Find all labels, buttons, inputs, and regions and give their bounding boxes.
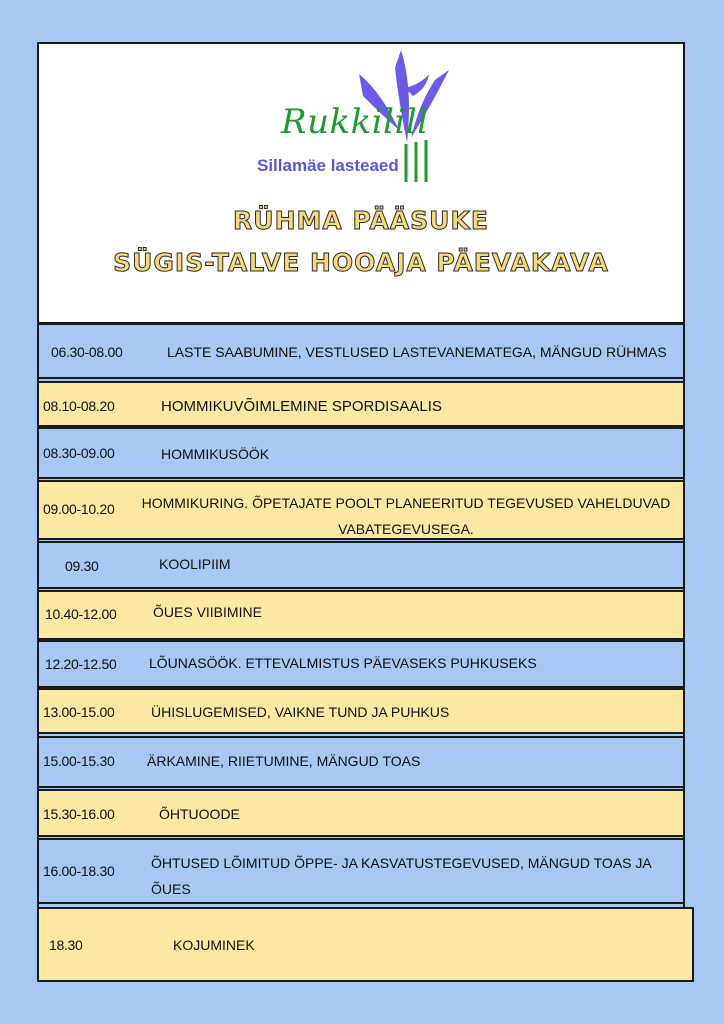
schedule-time: 06.30-08.00 (51, 344, 123, 360)
schedule-time: 18.30 (49, 937, 83, 953)
schedule-row (37, 688, 685, 734)
logo-name: Rukkilill (281, 102, 429, 142)
schedule-activity: HOMMIKUVÕIMLEMINE SPORDISAALIS (161, 398, 442, 415)
schedule-activity: ÕHTUSED LÕIMITUD ÕPPE- JA KASVATUSTEGEVUSED, MÄNGUD TOAS JA ÕUES (151, 855, 651, 897)
schedule-time: 09.30 (65, 558, 99, 574)
schedule-title: SÜGIS-TALVE HOOAJA PÄEVAKAVA (113, 248, 609, 277)
schedule-activity: HOMMIKUSÖÖK (161, 446, 270, 462)
schedule-activity: LASTE SAABUMINE, VESTLUSED LASTEVANEMATEGA, MÄNGUD RÜHMAS (167, 344, 667, 360)
schedule-time: 10.40-12.00 (45, 606, 117, 622)
schedule-time: 16.00-18.30 (43, 863, 115, 879)
schedule-time: 13.00-15.00 (43, 704, 115, 720)
schedule-activity: ÕHTUOODE (159, 806, 240, 822)
schedule-row (37, 541, 685, 589)
schedule-row (37, 323, 685, 379)
schedule-activity: KOJUMINEK (173, 937, 255, 953)
schedule-time: 12.20-12.50 (45, 656, 117, 672)
schedule-time: 08.30-09.00 (43, 445, 115, 461)
schedule-activity: ÕUES VIIBIMINE (153, 604, 262, 620)
schedule-activity: KOOLIPIIM (159, 556, 231, 572)
schedule-time: 08.10-08.20 (43, 398, 115, 414)
header (37, 42, 685, 324)
schedule-activity: LÕUNASÖÖK. ETTEVALMISTUS PÄEVASEKS PUHKUSEKS (149, 655, 537, 671)
schedule-row (37, 640, 685, 688)
schedule-row (37, 907, 694, 982)
schedule-activity: HOMMIKURING. ÕPETAJATE POOLT PLANEERITUD TEGEVUSED VAHELDUVAD VABATEGEVUSEGA. (141, 495, 671, 537)
schedule-row (37, 838, 685, 904)
schedule-row (37, 480, 685, 540)
logo-subtitle: Sillamäe lasteaed (257, 156, 399, 175)
schedule-row (37, 736, 685, 788)
schedule-time: 09.00-10.20 (43, 501, 115, 517)
schedule-activity: ÄRKAMINE, RIIETUMINE, MÄNGUD TOAS (147, 753, 421, 769)
schedule-time: 15.00-15.30 (43, 753, 115, 769)
schedule-row (37, 789, 685, 837)
schedule-row (37, 590, 685, 640)
schedule-activity: ÜHISLUGEMISED, VAIKNE TUND JA PUHKUS (151, 704, 450, 720)
schedule-row (37, 427, 685, 479)
schedule-time: 15.30-16.00 (43, 806, 115, 822)
group-title: RÜHMA PÄÄSUKE (233, 206, 489, 235)
schedule-row (37, 381, 685, 427)
